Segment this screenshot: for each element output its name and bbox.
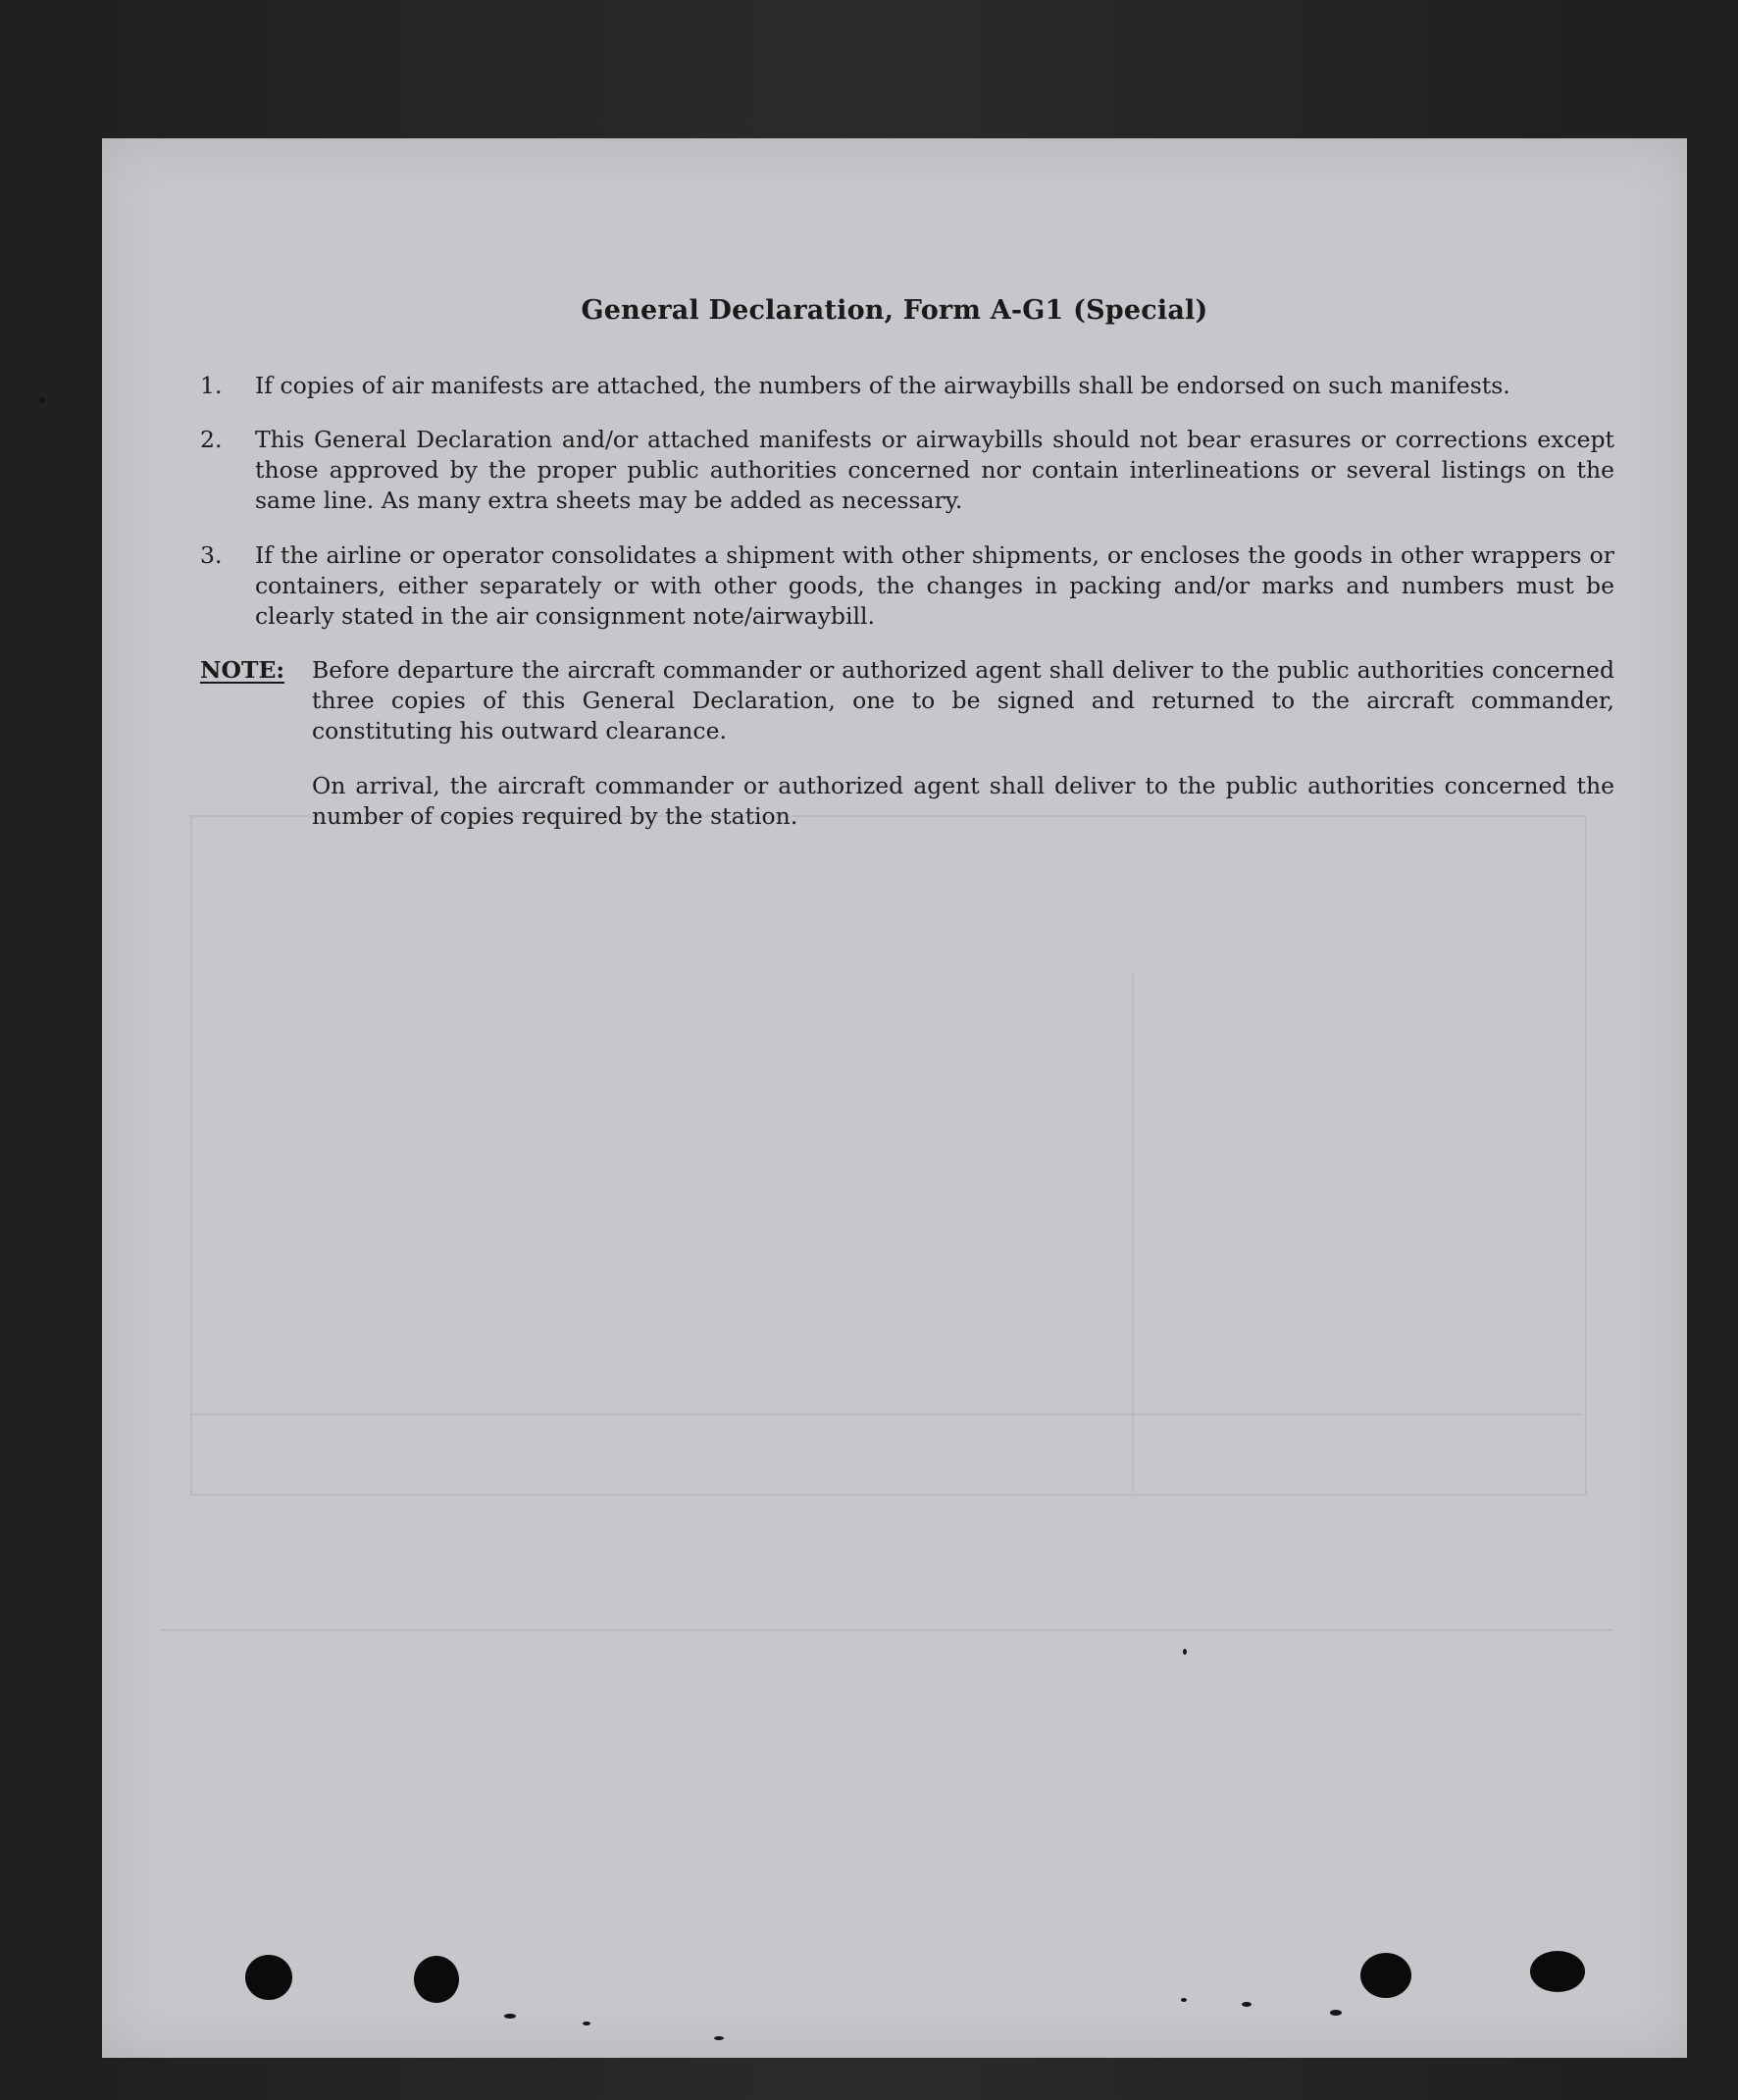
note-label: NOTE: [200,656,285,684]
margin-speck [39,397,45,403]
list-item [200,540,1614,632]
list-item [200,425,1614,516]
bleed-through-rule [161,1629,1612,1631]
punch-hole [1530,1951,1585,1992]
note-paragraph: Before departure the aircraft commander or authorized agent shall deliver to the public authorities concerned three copies of this General Declaration, one to be signed and returned to the aircraft commander, constituting his outward clearance. [312,656,1614,744]
bleed-through-box [190,815,1587,1496]
item-number: 1. [200,372,223,399]
speck [1330,2010,1342,2016]
speck [504,2014,516,2019]
speck [714,2036,724,2040]
speck [1183,1649,1187,1655]
punch-hole [245,1955,292,2000]
list-item [200,371,1614,401]
bleed-through-rule [190,1413,1583,1415]
punch-hole [414,1956,459,2003]
item-number: 2. [200,426,223,453]
item-text: If the airline or operator consolidates a shipment with other shipments, or encloses the goods in other wrappers or containers, either separately or with other goods, the changes in packing and/or marks and numbers must be clearly stated in the air consignment note/airwaybill. [255,541,1614,630]
page-title: General Declaration, Form A-G1 (Special) [581,295,1208,326]
speck [1242,2002,1252,2007]
item-text: If copies of air manifests are attached, the numbers of the airwaybills shall be endorsed on such manifests. [255,372,1510,399]
item-text: This General Declaration and/or attached manifests or airwaybills should not bear erasures or corrections except those approved by the proper public authorities concerned nor contain interlineations or several listings on the same line. As many extra sheets may be added as necessary. [255,426,1614,514]
speck [583,2022,590,2025]
note-paragraph: On arrival, the aircraft commander or authorized agent shall deliver to the public authorities concerned the number of copies required by the station. [312,772,1614,830]
bleed-through-divider [1132,972,1134,1492]
speck [1181,1998,1187,2002]
punch-hole [1360,1953,1411,1998]
document-page [102,138,1687,2058]
item-number: 3. [200,541,223,569]
